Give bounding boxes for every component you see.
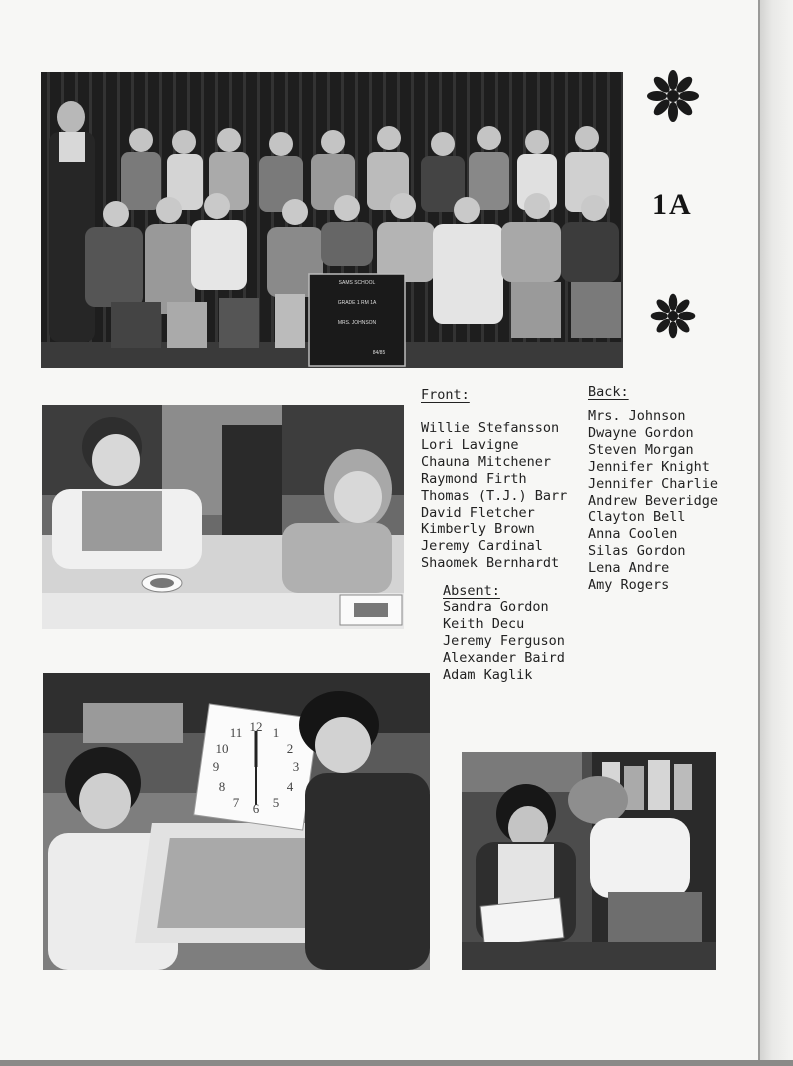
page-edge (758, 0, 793, 1066)
clock-numeral: 6 (252, 801, 260, 816)
clock-numeral: 12 (249, 719, 263, 734)
absent-heading: Absent: (443, 583, 500, 599)
front-heading: Front: (421, 387, 470, 403)
clock-numeral: 11 (229, 725, 243, 740)
svg-text:84/85: 84/85 (372, 350, 386, 356)
asterisk-ornament-top (645, 68, 701, 124)
clock-numeral: 3 (292, 759, 300, 774)
front-name: Thomas (T.J.) Barr (421, 487, 568, 504)
back-name: Steven Morgan (588, 441, 694, 458)
asterisk-ornament-bottom (649, 292, 697, 340)
absent-name: Jeremy Ferguson (443, 632, 565, 649)
back-name: Lena Andre (588, 560, 670, 577)
svg-text:SAMS SCHOOL: SAMS SCHOOL (338, 280, 376, 286)
back-names-list (588, 408, 718, 594)
front-name: Shaomek Bernhardt (421, 555, 560, 572)
clock-numeral: 8 (218, 779, 226, 794)
front-names-list (421, 420, 567, 572)
back-name: Amy Rogers (588, 577, 670, 594)
page-bottom-edge (0, 1060, 793, 1066)
back-name: Mrs. Johnson (588, 408, 686, 424)
back-name: Clayton Bell (588, 509, 686, 526)
svg-text:GRADE 1 RM 1A: GRADE 1 RM 1A (337, 300, 377, 306)
front-name: Lori Lavigne (421, 436, 519, 453)
back-name: Dwayne Gordon (588, 424, 694, 441)
reading-photo (462, 752, 716, 970)
front-name: Raymond Firth (421, 470, 527, 487)
back-name: Anna Coolen (588, 526, 678, 543)
absent-name: Alexander Baird (443, 649, 565, 666)
svg-text:MRS. JOHNSON: MRS. JOHNSON (337, 320, 377, 326)
class-photo (41, 72, 623, 368)
table-photo (42, 405, 404, 629)
clock-numeral: 5 (272, 795, 280, 810)
clock-numeral: 9 (212, 759, 220, 774)
back-name: Jennifer Charlie (588, 475, 719, 492)
clock-numeral: 1 (272, 725, 280, 740)
absent-name: Adam Kaglik (443, 666, 533, 683)
clock-numeral: 4 (286, 779, 294, 794)
clock-photo (43, 673, 430, 970)
absent-names-list (443, 599, 565, 684)
front-name: Chauna Mitchener (421, 453, 552, 470)
page-title: 1A (652, 188, 693, 221)
front-name: Willie Stefansson (421, 420, 560, 436)
clock-numeral: 10 (215, 741, 229, 756)
front-name: Jeremy Cardinal (421, 538, 543, 555)
absent-name: Sandra Gordon (443, 599, 549, 615)
back-name: Silas Gordon (588, 543, 686, 560)
absent-name: Keith Decu (443, 615, 525, 632)
back-name: Andrew Beveridge (588, 492, 719, 509)
front-name: Kimberly Brown (421, 521, 535, 538)
clock-numeral: 2 (286, 741, 294, 756)
back-name: Jennifer Knight (588, 458, 710, 475)
clock-numeral: 7 (232, 795, 240, 810)
front-name: David Fletcher (421, 504, 535, 521)
class-sign (309, 274, 405, 366)
back-heading: Back: (588, 384, 629, 400)
